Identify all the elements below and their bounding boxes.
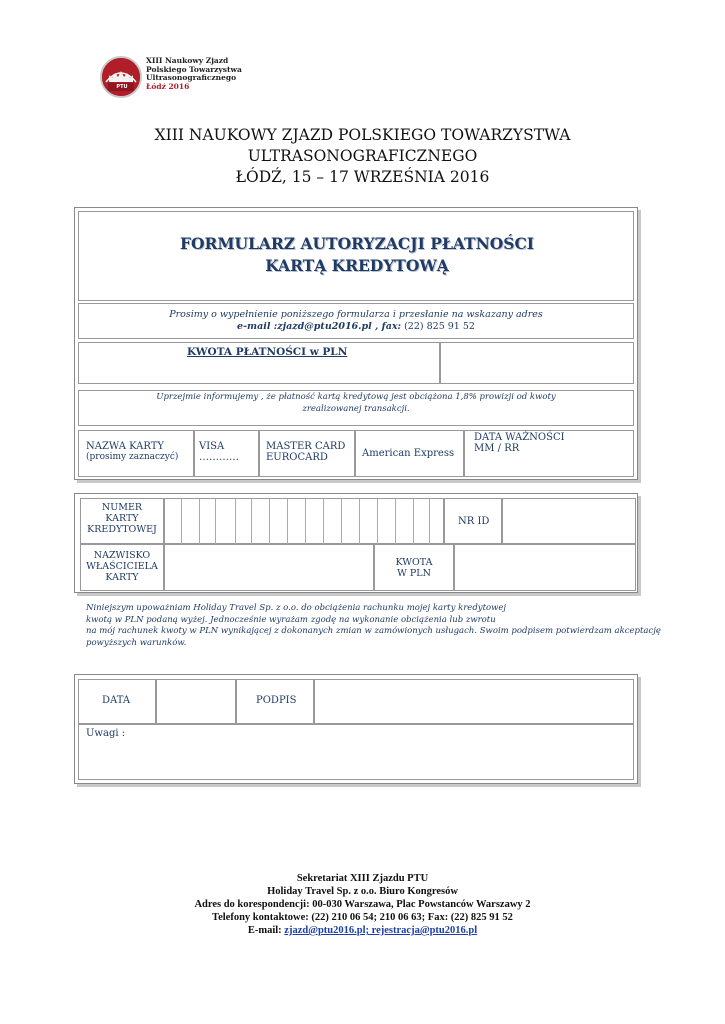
mastercard-text: MASTER CARD bbox=[266, 441, 346, 452]
event-title bbox=[0, 125, 725, 188]
authorization-line-2: kwotą w PLN podaną wyżej. Jednocześnie wyrażam zgodę na wykonanie obciążenia lub zwrotu bbox=[86, 614, 496, 625]
logo-text bbox=[146, 57, 242, 91]
mastercard-label bbox=[266, 441, 345, 463]
remarks-label: Uwagi : bbox=[86, 728, 126, 739]
remarks-input[interactable] bbox=[78, 724, 634, 780]
amex-label: American Express bbox=[362, 448, 455, 459]
authorization-line-3: na mój rachunek kwoty w PLN wynikającej z dokonanych zmian w zamówionych usługach. Swoim podpisem potwierdzam akceptację bbox=[86, 626, 661, 636]
event-title-line-2: ULTRASONOGRAFICZNEGO bbox=[247, 147, 478, 165]
signature-input[interactable] bbox=[314, 679, 634, 724]
form-title bbox=[78, 233, 636, 277]
visa-text: VISA bbox=[199, 441, 225, 452]
holder-label-3: KARTY bbox=[105, 572, 139, 583]
visa-label bbox=[199, 441, 239, 463]
card-name-title: NAZWA KARTY bbox=[86, 441, 165, 452]
signature-grid bbox=[78, 679, 634, 782]
amount-label: KWOTA PŁATNOŚCI w PLN bbox=[187, 346, 348, 358]
event-title-line-1: XIII NAUKOWY ZJAZD POLSKIEGO TOWARZYSTWA bbox=[154, 126, 571, 144]
logo-badge-text: PTU bbox=[116, 84, 128, 90]
footer-email-label: E-mail: bbox=[247, 925, 282, 936]
card-number-label-3: KREDYTOWEJ bbox=[87, 524, 157, 535]
signature-label: PODPIS bbox=[256, 695, 297, 706]
footer-line-1: Sekretariat XIII Zjazdu PTU bbox=[296, 873, 429, 884]
amount-input-cell[interactable] bbox=[440, 342, 634, 384]
holder-label-2: WŁAŚCICIELA bbox=[86, 561, 158, 572]
intro-text bbox=[78, 309, 634, 333]
card-number-label bbox=[80, 502, 164, 535]
card-name-label bbox=[86, 441, 178, 463]
form-title-line-2: KARTĄ KREDYTOWĄ bbox=[265, 256, 449, 275]
authorization-line-4: powyższych warunków. bbox=[86, 637, 187, 648]
authorization-line-1: Niniejszym upoważniam Holiday Travel Sp. z o.o. do obciążenia rachunku mojej karty kredytowej bbox=[86, 603, 507, 613]
nr-id-input[interactable] bbox=[502, 498, 636, 544]
intro-line: Prosimy o wypełnienie poniższego formularza i przesłanie na wskazany adres bbox=[169, 309, 543, 320]
expiry-title: DATA WAŻNOŚCI bbox=[474, 432, 565, 443]
authorization-text bbox=[86, 603, 661, 649]
footer-line-4: Telefony kontaktowe: (22) 210 06 54; 210 06 63; Fax: (22) 825 91 52 bbox=[212, 912, 513, 923]
card-name-hint: (prosimy zaznaczyć) bbox=[86, 452, 179, 462]
card-amount-label-2: W PLN bbox=[397, 568, 431, 579]
form-title-line-1: FORMULARZ AUTORYZACJI PŁATNOŚCI bbox=[179, 234, 535, 253]
nr-id-label: NR ID bbox=[458, 516, 490, 527]
footer-line-3: Adres do korespondencji: 00-030 Warszawa, Plac Powstanców Warszawy 2 bbox=[194, 899, 531, 910]
notice-text bbox=[78, 392, 634, 415]
expiry-format: MM / RR bbox=[474, 443, 520, 454]
logo-line-3: Ultrasonograficznego bbox=[146, 73, 237, 83]
holder-label-1: NAZWISKO bbox=[93, 550, 151, 561]
logo-line-2: Polskiego Towarzystwa bbox=[146, 64, 242, 74]
logo-city: Łódź 2016 bbox=[146, 81, 190, 91]
card-amount-label bbox=[374, 557, 454, 579]
ptu-logo bbox=[100, 56, 142, 98]
card-amount-input[interactable] bbox=[454, 544, 636, 591]
date-input[interactable] bbox=[156, 679, 236, 724]
visa-dots: ………… bbox=[199, 452, 239, 463]
logo-graphic bbox=[102, 58, 140, 96]
intro-email: e-mail :zjazd@ptu2016.pl , fax: bbox=[237, 321, 402, 332]
notice-line-2: zrealizowanej transakcji. bbox=[302, 403, 410, 414]
date-label: DATA bbox=[102, 695, 131, 706]
event-title-line-3: ŁÓDŹ, 15 – 17 WRZEŚNIA 2016 bbox=[235, 168, 490, 186]
card-number-label-2: KARTY bbox=[105, 513, 139, 524]
footer-email-link[interactable]: zjazd@ptu2016.pl; rejestracja@ptu2016.pl bbox=[284, 925, 478, 936]
eurocard-text: EUROCARD bbox=[266, 452, 328, 463]
card-amount-label-1: KWOTA bbox=[395, 557, 433, 568]
expiry-label bbox=[474, 432, 565, 454]
holder-label bbox=[80, 550, 164, 583]
footer-line-2: Holiday Travel Sp. z o.o. Biuro Kongresów bbox=[267, 886, 458, 897]
card-number-label-1: NUMER bbox=[101, 502, 143, 513]
notice-line-1: Uprzejmie informujemy , że płatność kartą kredytową jest obciążona 1,8% prowizji od kwoty bbox=[156, 392, 556, 402]
footer bbox=[0, 872, 725, 937]
card-number-input[interactable] bbox=[164, 498, 444, 544]
holder-input[interactable] bbox=[164, 544, 374, 591]
intro-fax: (22) 825 91 52 bbox=[404, 321, 475, 332]
logo-line-1: XIII Naukowy Zjazd bbox=[146, 56, 229, 65]
